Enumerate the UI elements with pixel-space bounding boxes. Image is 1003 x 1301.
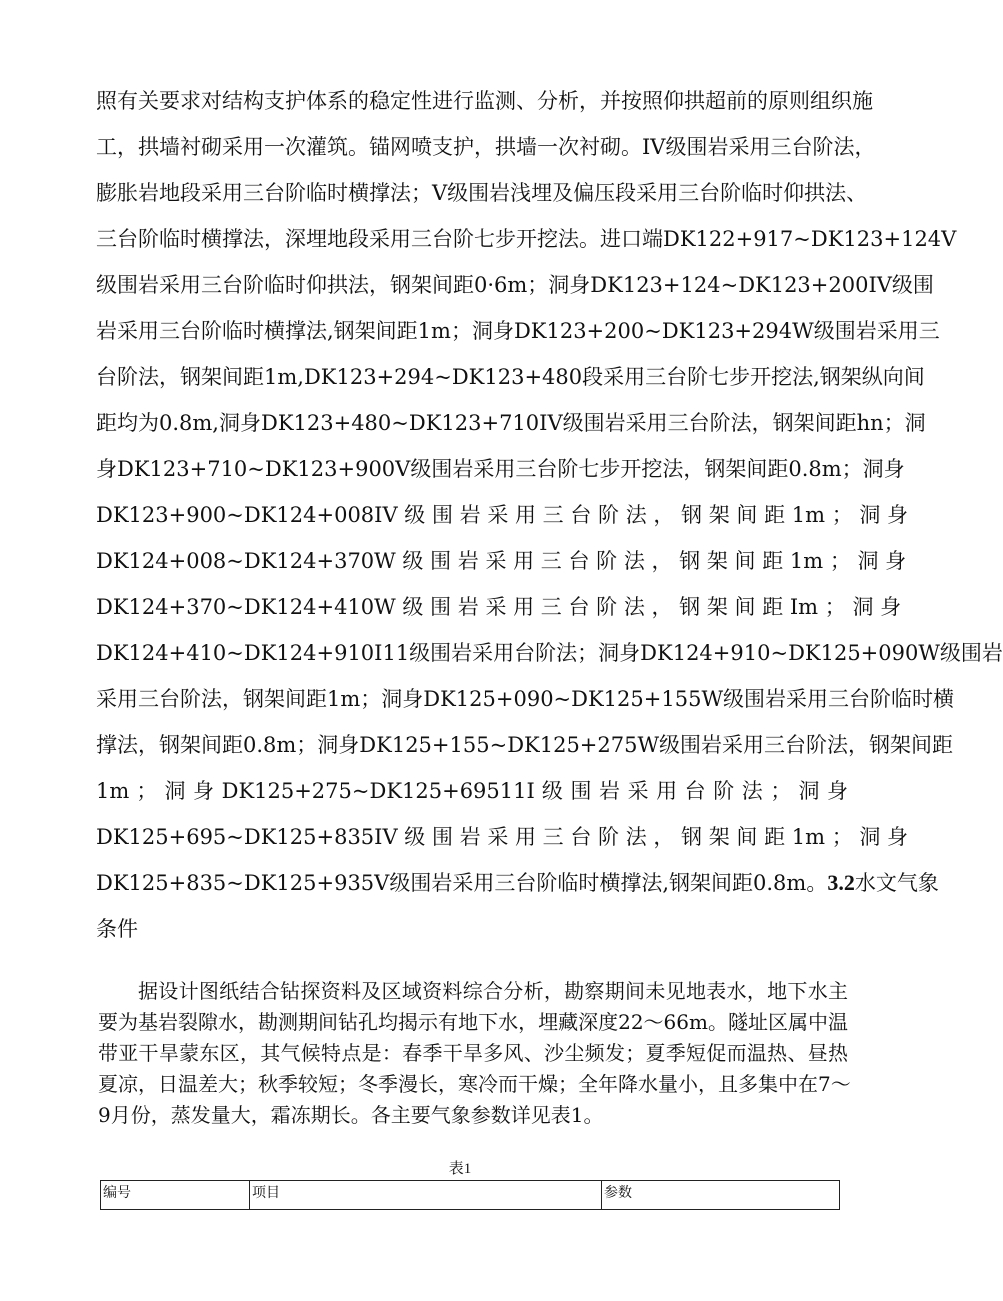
body-line-5: 级围岩采用三台阶临时仰拱法，钢架间距0·6m；洞身DK123+124~DK123+200IV级围 bbox=[96, 273, 934, 297]
body-line-15: 撑法，钢架间距0.8m；洞身DK125+155~DK125+275W级围岩采用三台阶法，钢架间距 bbox=[96, 733, 954, 757]
body-line-14: 采用三台阶法，钢架间距1m；洞身DK125+090~DK125+155W级围岩采用三台阶临时横 bbox=[96, 687, 955, 711]
body-line-8: 距均为0.8m,洞身DK123+480~DK123+710IV级围岩采用三台阶法，钢架间距hn；洞 bbox=[96, 411, 926, 435]
body-line-2: 工，拱墙衬砌采用一次灌筑。锚网喷支护，拱墙一次衬砌。IV级围岩采用三台阶法， bbox=[96, 135, 876, 159]
body-line-16: 1m ； 洞 身 DK125+275~DK125+69511I 级 围 岩 采 用 台 阶 法 ； 洞 身 bbox=[96, 779, 848, 803]
body-line-9: 身DK123+710~DK123+900V级围岩采用三台阶七步开挖法，钢架间距0.8m；洞身 bbox=[96, 457, 905, 481]
body-line-1: 照有关要求对结构支护体系的稳定性进行监测、分析，并按照仰拱超前的原则组织施 bbox=[96, 89, 873, 113]
body-line-17: DK125+695~DK125+835IV 级 围 岩 采 用 三 台 阶 法 ， 钢 架 间 距 1m ； 洞 身 bbox=[96, 825, 909, 849]
body-line-4: 三台阶临时横撑法，深埋地段采用三台阶七步开挖法。进口端DK122+917~DK123+124V bbox=[96, 227, 957, 251]
paragraph2-line-2: 要为基岩裂隙水，勘测期间钻孔均揭示有地下水，埋藏深度22～66m。隧址区属中温 bbox=[98, 1010, 848, 1034]
body-line-12: DK124+370~DK124+410W 级 围 岩 采 用 三 台 阶 法 ， 钢 架 间 距 Im ； 洞 身 bbox=[96, 595, 902, 619]
section-heading-text: 水文气象 bbox=[854, 871, 939, 895]
table-header-number: 编号 bbox=[101, 1181, 250, 1210]
paragraph2-line-3: 带亚干旱蒙东区，其气候特点是：春季干旱多风、沙尘频发；夏季短促而温热、昼热 bbox=[98, 1041, 848, 1065]
table-caption: 表1 bbox=[448, 1161, 472, 1177]
body-line-18-text: DK125+835~DK125+935V级围岩采用三台阶临时横撑法,钢架间距0.8m。 bbox=[96, 871, 828, 895]
section-heading-continuation: 条件 bbox=[96, 917, 138, 941]
body-line-11: DK124+008~DK124+370W 级 围 岩 采 用 三 台 阶 法 ， 钢 架 间 距 1m ； 洞 身 bbox=[96, 549, 907, 573]
body-line-18-with-heading bbox=[96, 868, 939, 898]
body-line-3: 膨胀岩地段采用三台阶临时横撑法；V级围岩浅埋及偏压段采用三台阶临时仰拱法、 bbox=[96, 181, 868, 205]
climate-parameter-table bbox=[100, 1180, 840, 1210]
paragraph-hydro-climate bbox=[98, 976, 851, 1131]
paragraph2-line-5: 9月份，蒸发量大，霜冻期长。各主要气象参数详见表1。 bbox=[98, 1103, 604, 1127]
paragraph2-line-4: 夏凉，日温差大；秋季较短；冬季漫长，寒冷而干燥；全年降水量小，且多集中在7～ bbox=[98, 1072, 851, 1096]
table-header-item: 项目 bbox=[250, 1181, 602, 1210]
body-line-13: DK124+410~DK124+910I11级围岩采用台阶法；洞身DK124+910~DK125+090W级围岩 bbox=[96, 641, 1003, 665]
body-line-6: 岩采用三台阶临时横撑法,钢架间距1m；洞身DK123+200~DK123+294W级围岩采用三 bbox=[96, 319, 940, 343]
paragraph2-line-1: 据设计图纸结合钻探资料及区域资料综合分析，勘察期间未见地表水，地下水主 bbox=[138, 979, 848, 1003]
table-header-parameter: 参数 bbox=[602, 1181, 840, 1210]
body-line-7: 台阶法，钢架间距1m,DK123+294~DK123+480段采用三台阶七步开挖法,钢架纵向间 bbox=[96, 365, 925, 389]
table-header-row bbox=[101, 1181, 840, 1210]
body-line-10: DK123+900~DK124+008IV 级 围 岩 采 用 三 台 阶 法 ， 钢 架 间 距 1m ； 洞 身 bbox=[96, 503, 909, 527]
section-heading-number: 3.2 bbox=[827, 870, 855, 895]
